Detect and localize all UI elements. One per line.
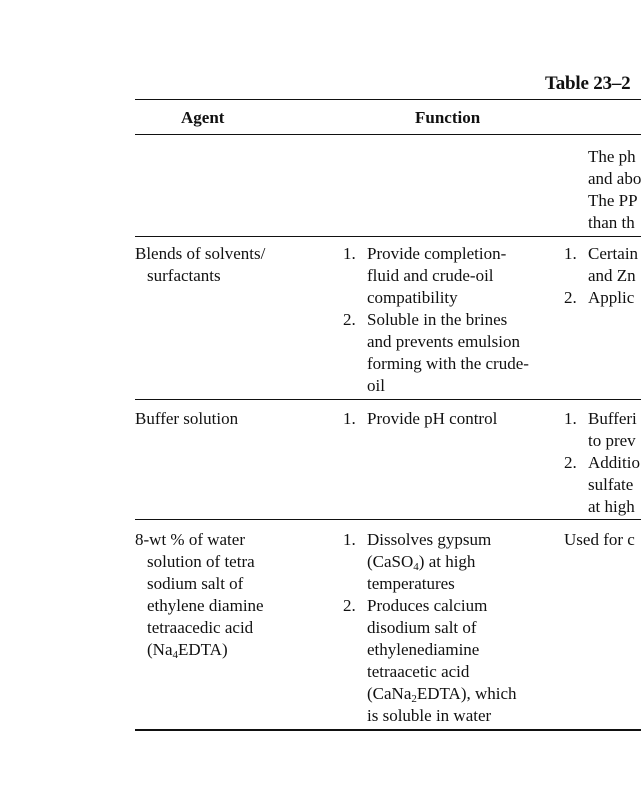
item-line: Dissolves gypsum xyxy=(367,530,492,549)
item-number: 1. xyxy=(343,530,356,549)
item-line: Bufferi xyxy=(588,409,637,428)
note-item xyxy=(564,287,638,309)
row-divider xyxy=(135,519,641,520)
item-line: tetraacetic acid xyxy=(367,662,470,681)
row0-notes xyxy=(588,146,641,234)
item-line: Applic xyxy=(588,288,635,307)
agent-line: $(Na_4EDTA)$ xyxy=(147,640,228,661)
note-item xyxy=(564,452,640,518)
function-item xyxy=(343,595,517,727)
agent-line: solution of tetra xyxy=(147,552,255,571)
table-top-rule xyxy=(135,99,641,100)
row2-function xyxy=(343,408,497,430)
item-line: forming with the crude- xyxy=(367,354,529,373)
item-line: Soluble in the brines xyxy=(367,310,508,329)
item-number: 2. xyxy=(343,310,356,329)
note-item xyxy=(564,408,640,452)
agent-line: Blends of solvents/ xyxy=(135,244,266,263)
item-line: Provide pH control xyxy=(367,409,498,428)
agent-line: tetraacedic acid xyxy=(147,618,254,637)
item-line: is soluble in water xyxy=(367,706,492,725)
agent-line: surfactants xyxy=(147,266,221,285)
row2-agent xyxy=(135,408,238,430)
table-bottom-rule xyxy=(135,729,641,731)
row-divider xyxy=(135,399,641,400)
header-agent: Agent xyxy=(181,108,225,127)
item-line: sulfate xyxy=(588,475,634,494)
item-line: Additio xyxy=(588,453,640,472)
row0-note-line: and abo xyxy=(588,169,641,188)
agent-line: Buffer solution xyxy=(135,409,239,428)
item-line: temperatures xyxy=(367,574,455,593)
note-line: Used for c xyxy=(564,530,635,549)
item-number: 2. xyxy=(564,453,577,472)
note-item xyxy=(564,243,638,287)
item-line: (CaNa$_2$EDTA), which xyxy=(367,684,517,705)
row1-agent xyxy=(135,243,265,287)
row3-notes xyxy=(564,529,635,551)
row1-notes xyxy=(564,243,638,309)
item-number: 2. xyxy=(564,288,577,307)
item-line: and Zn xyxy=(588,266,636,285)
agent-line: sodium salt of xyxy=(147,574,244,593)
row0-note-line: than th xyxy=(588,213,635,232)
row3-function xyxy=(343,529,517,727)
item-number: 1. xyxy=(343,409,356,428)
agent-line: ethylene diamine xyxy=(147,596,264,615)
item-line: at high xyxy=(588,497,635,516)
row2-notes xyxy=(564,408,640,518)
function-item xyxy=(343,243,529,309)
item-number: 1. xyxy=(564,409,577,428)
item-line: Certain xyxy=(588,244,639,263)
item-number: 2. xyxy=(343,596,356,615)
item-line: and prevents emulsion xyxy=(367,332,520,351)
header-function: Function xyxy=(415,108,481,127)
table-title: Table 23–2 xyxy=(545,73,631,94)
item-line: fluid and crude-oil xyxy=(367,266,494,285)
item-line: compatibility xyxy=(367,288,458,307)
item-line: oil xyxy=(367,376,385,395)
item-line: Provide completion- xyxy=(367,244,507,263)
row0-note-line: The PP xyxy=(588,191,638,210)
function-item xyxy=(343,529,517,595)
agent-line: 8-wt % of water xyxy=(135,530,245,549)
row-divider xyxy=(135,236,641,237)
item-line: (CaSO$_4$) at high xyxy=(367,552,476,573)
function-item xyxy=(343,309,529,397)
row1-function xyxy=(343,243,529,397)
function-item xyxy=(343,408,497,430)
row0-note-line: The ph xyxy=(588,147,636,166)
item-line: to prev xyxy=(588,431,636,450)
row3-agent xyxy=(135,529,264,661)
header-bottom-rule xyxy=(135,134,641,135)
item-number: 1. xyxy=(343,244,356,263)
item-number: 1. xyxy=(564,244,577,263)
item-line: Produces calcium xyxy=(367,596,488,615)
item-line: ethylenediamine xyxy=(367,640,480,659)
item-line: disodium salt of xyxy=(367,618,477,637)
